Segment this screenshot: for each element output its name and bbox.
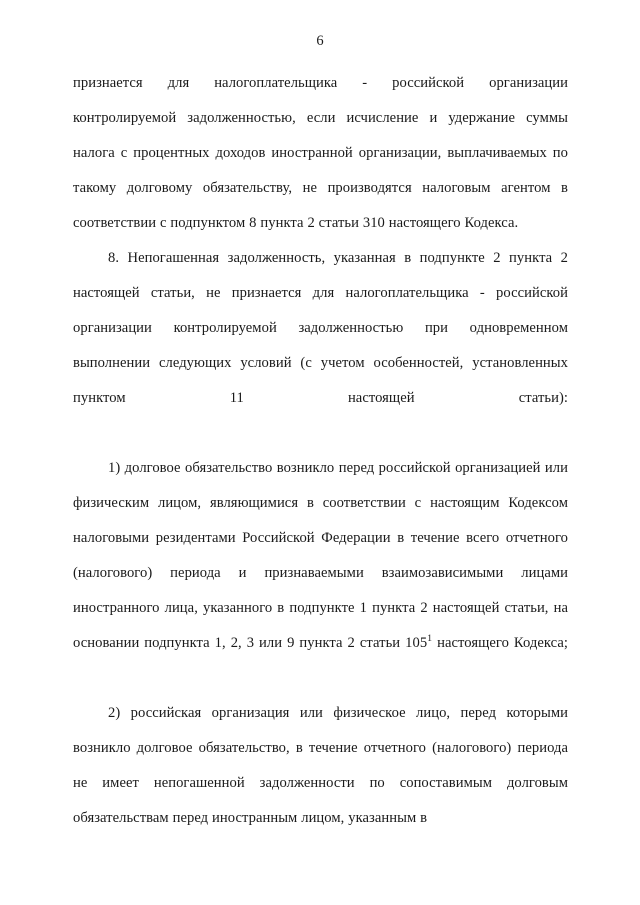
article-105-superscript: 1 [427,633,433,645]
page-number: 6 [316,33,324,49]
subclause-1-text-after-superscript: настоящего Кодекса; [432,635,569,651]
paragraph-subclause-1 [73,451,568,696]
subclause-1-text-before-superscript: 1) долговое обязательство возникло перед российской организацией или физическим лицом, являющимися в соответствии с настоящим Кодексом налоговыми резидентами Российской Федерации в течение всего отчетного (налогового) периода и признаваемыми взаимозависимыми лицами иностранного лица, указанного в подпункте 1 пункта 2 настоящей статьи, на основании подпункта 1, 2, 3 или 9 пункта 2 статьи 105 [73,460,568,651]
document-text-body [73,66,568,836]
paragraph-subclause-2: 2) российская организация или физическое лицо, перед которыми возникло долговое обязательство, в течение отчетного (налогового) периода не имеет непогашенной задолженности по сопоставимым долговым обязательствам перед иностранным лицом, указанным в [73,705,568,826]
paragraph-continuation: признается для налогоплательщика - российской организации контролируемой задолженностью, если исчисление и удержание суммы налога с процентных доходов иностранной организации, выплачиваемых по такому долговому обязательству, не производятся налоговым агентом в соответствии с подпунктом 8 пункта 2 статьи 310 настоящего Кодекса. [73,75,568,231]
paragraph-clause-8: 8. Непогашенная задолженность, указанная в подпункте 2 пункта 2 настоящей статьи, не признается для налогоплательщика - российской организации контролируемой задолженностью при одновременном выполнении следующих условий (с учетом особенностей, установленных пунктом 11 настоящей статьи): [73,250,568,406]
